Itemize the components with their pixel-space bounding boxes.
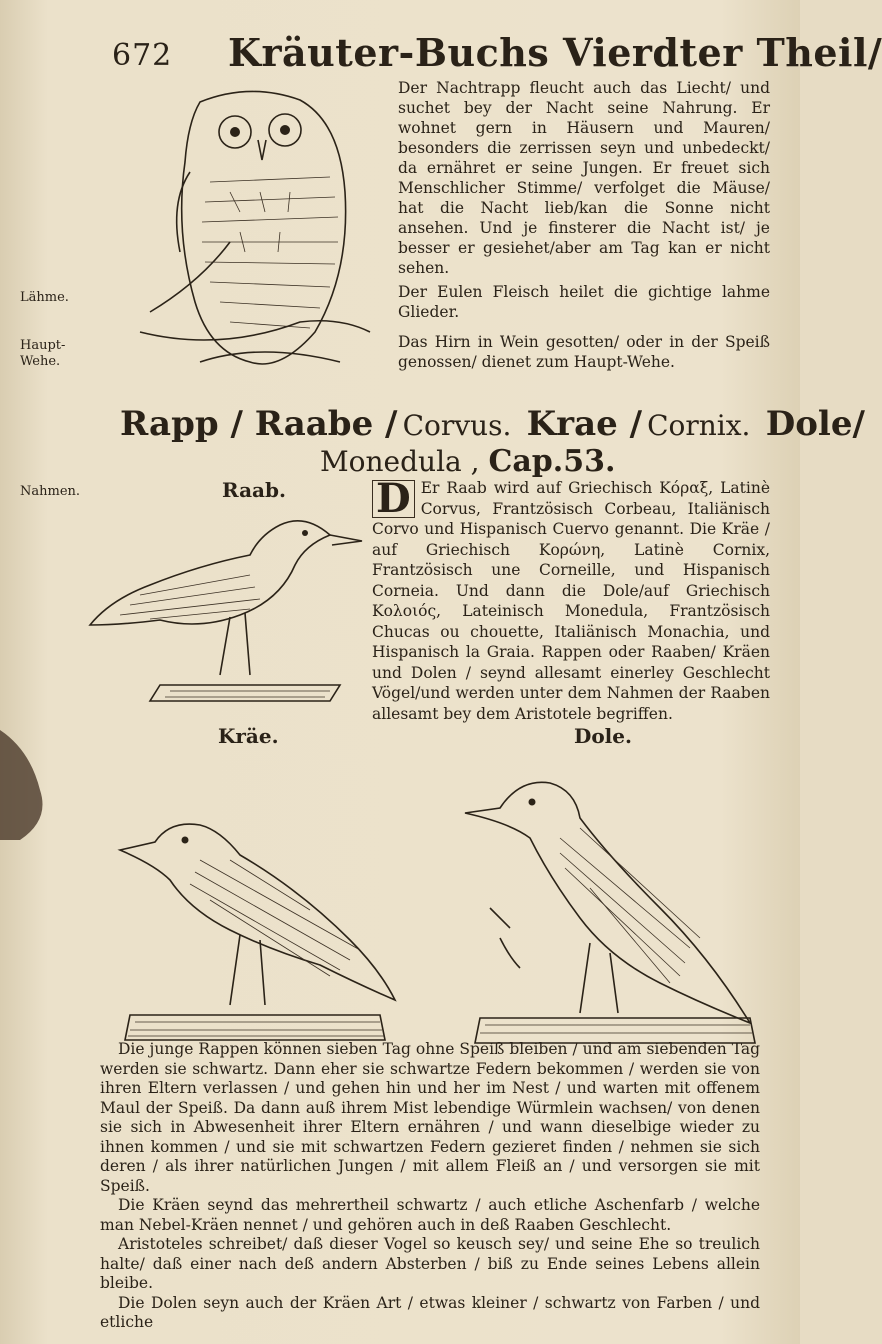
bottom-paragraph-1: Die junge Rappen können sieben Tag ohne Speiß bleiben / und am siebenden Tag werden sie schwartz. Dann eher sie schwartze Federn bekommen / werden sie von ihren Eltern verlassen / und gehen hin und her im Nest / und warten mit offenem Maul der Speiß. Da dann auß ihrem Mist lebendige Würmlein wachsen/ von denen sie sich in Abwesenheit ihrer Eltern ernähren / und wann dieselbige wieder zu ihnen kommen / und sie mit schwartzen Federn gezieret finden / nehmen sie sich deren / als ihrer natürlichen Jungen / mit allem Fleiß an / und versorgen sie mit Speiß. bbox=[100, 1040, 760, 1195]
bottom-paragraph-2: Die Kräen seynd das mehrertheil schwartz / auch etliche Aschenfarb / welche man Nebel-Kräen nennet / und gehören auch in deß Raaben Geschlecht. bbox=[100, 1196, 760, 1234]
owl-paragraph-1: Der Nachtrapp fleucht auch das Liecht/ und suchet bey der Nacht seine Nahrung. Er wohnet gern in Häusern und Mauren/ besonders die zerrissen seyn und unbedeckt/ da ernähret er seine Jungen. Er freuet sich Menschlicher Stimme/ verfolget die Mäuse/ hat die Nacht lieb/kan die Sonne nicht ansehen. Und je finsterer die Nacht ist/ je besser er gesiehet/aber am Tag kan er nicht sehen. bbox=[398, 79, 770, 277]
bottom-paragraph-3: Aristoteles schreibet/ daß dieser Vogel so keusch sey/ und seine Ehe so treulich halte/ daß einer nach deß andern Absterben / biß zu Ende seines Lebens allein bleibe. bbox=[100, 1235, 760, 1292]
heading-corvus: Corvus. bbox=[402, 409, 512, 442]
chapter-number: Cap.53. bbox=[488, 444, 616, 479]
margin-note-nahmen: Nahmen. bbox=[20, 484, 81, 499]
caption-krae: Kräe. bbox=[218, 724, 279, 748]
ink-stain bbox=[0, 730, 60, 840]
margin-note-laehme: Lähme. bbox=[20, 290, 69, 305]
chapter-heading bbox=[120, 404, 865, 444]
bottom-paragraph-4: Die Dolen seyn auch der Kräen Art / etwas kleiner / schwartz von Farben / und etliche bbox=[100, 1293, 760, 1331]
drop-cap: D bbox=[372, 480, 415, 518]
page-title: Kräuter-Buchs Vierdter Theil/ bbox=[228, 30, 882, 75]
owl-paragraph-3: Das Hirn in Wein gesotten/ oder in der Speiß genossen/ dienet zum Haupt-Wehe. bbox=[398, 333, 770, 371]
raven-paragraph-text: Er Raab wird auf Griechisch Κόραξ, Latinè Corvus, Frantzösisch Corbeau, Italiänisch Corvo und Hispanisch Cuervo genannt. Die Kräe / auf Griechisch Κορώνη, Latinè Cornix, Frantzösisch une Corneille, und Hispanisch Corneia. Und dann die Dole/auf Griechisch Κολοιός, Lateinisch Monedula, Frantzösisch Chucas ou chouette, Italiänisch Monachia, und Hispanisch la Graia. Rappen oder Raaben/ Kräen und Dolen / seynd allesamt einerley Geschlecht Vögel/und werden unter dem Nahmen der Raaben allesamt bey dem Aristotele begriffen. bbox=[372, 479, 770, 723]
heading-cornix: Cornix. bbox=[647, 409, 751, 442]
heading-dole: Dole/ bbox=[765, 404, 865, 444]
page-number: 672 bbox=[112, 38, 173, 73]
jackdaw-woodcut bbox=[460, 768, 760, 1048]
heading-krae: Krae / bbox=[526, 404, 643, 444]
owl-paragraph-2: Der Eulen Fleisch heilet die gichtige lahme Glieder. bbox=[398, 283, 770, 321]
raven-paragraph bbox=[372, 475, 770, 724]
raven-woodcut bbox=[80, 505, 365, 705]
owl-woodcut bbox=[140, 82, 390, 382]
heading-rapp-raabe: Rapp / Raabe / bbox=[120, 404, 398, 444]
heading-monedula: Monedula , bbox=[320, 445, 480, 478]
bottom-text bbox=[100, 1040, 760, 1333]
caption-raab: Raab. bbox=[222, 478, 286, 502]
chapter-heading-line2 bbox=[320, 444, 615, 479]
margin-note-haupt-wehe: Haupt-Wehe. bbox=[20, 338, 66, 369]
crow-woodcut bbox=[110, 800, 400, 1045]
caption-dole: Dole. bbox=[574, 724, 632, 748]
